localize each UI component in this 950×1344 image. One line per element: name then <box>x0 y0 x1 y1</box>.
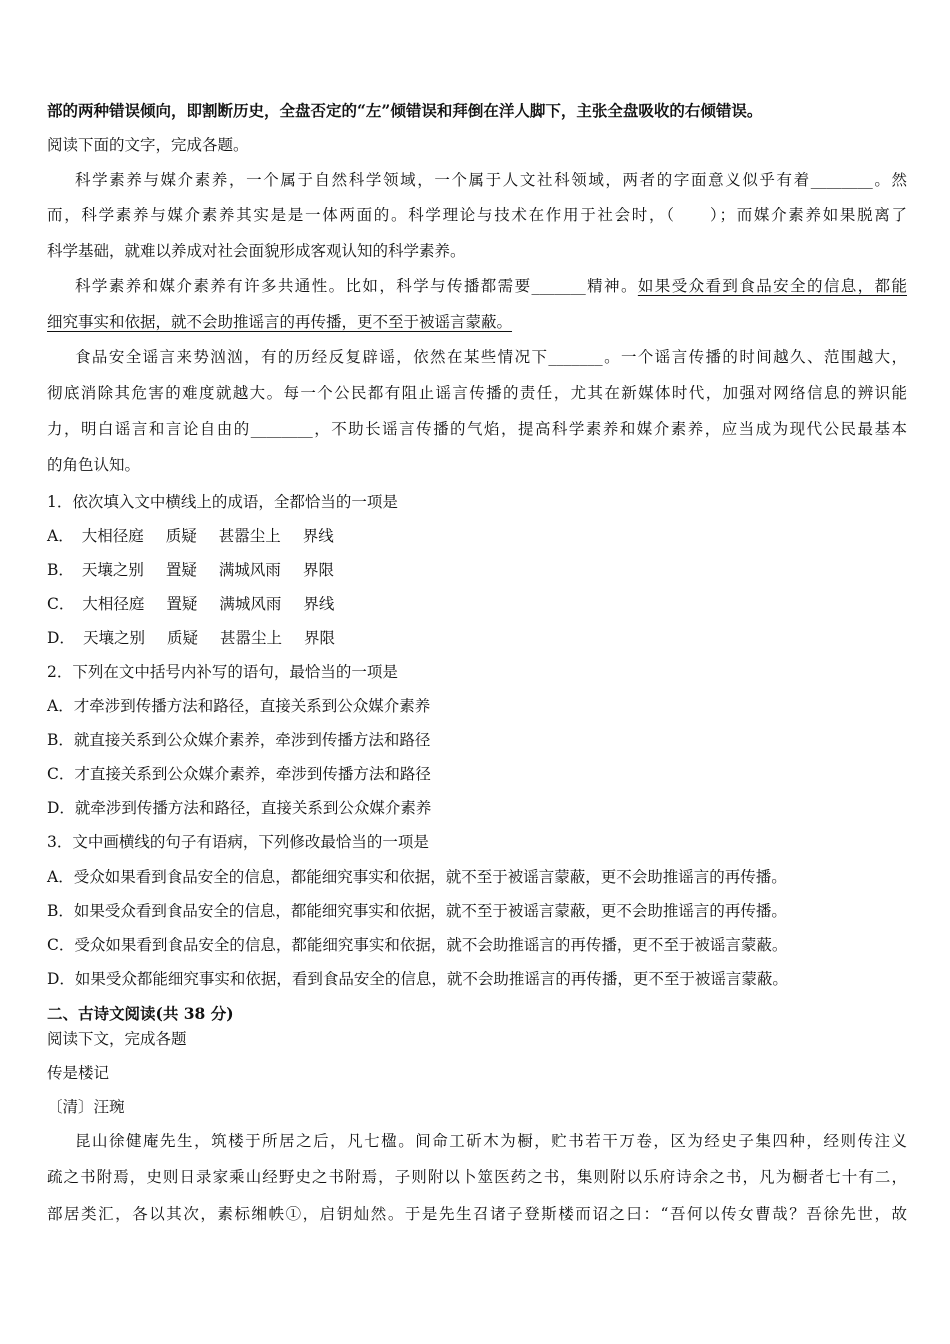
q2-option-c: C．才直接关系到公众媒介素养，牵涉到传播方法和路径 <box>47 765 431 783</box>
q3-option-a: A．受众如果看到食品安全的信息，都能细究事实和依据，就不至于被谣言蒙蔽，更不会助推谣言的再传播。 <box>47 868 787 886</box>
passage-p2-line2 <box>47 311 907 333</box>
option-word: 大相径庭 <box>81 527 144 545</box>
instruction-line: 阅读下面的文字，完成各题。 <box>47 136 249 154</box>
option-word: 满城风雨 <box>219 595 282 613</box>
passage-p2-plain: 科学素养和媒介素养有许多共通性。比如，科学与传播都需要_______精神。 <box>75 277 638 295</box>
option-word: 质疑 <box>166 629 198 647</box>
option-word: 满城风雨 <box>218 561 281 579</box>
passage-p1-line1: 科学素养与媒介素养，一个属于自然科学领域，一个属于人文社科领域，两者的字面意义似乎有着________。然 <box>75 171 907 189</box>
intro-bold-line: 部的两种错误倾向，即割断历史，全盘否定的“左”倾错误和拜倒在洋人脚下，主张全盘吸收的右倾错误。 <box>47 101 763 120</box>
q3-option-c: C．受众如果看到食品安全的信息，都能细究事实和依据，就不会助推谣言的再传播，更不至于被谣言蒙蔽。 <box>47 936 788 954</box>
q3-stem: 3．文中画横线的句子有语病，下列修改最恰当的一项是 <box>47 833 429 851</box>
passage-p1-line3: 科学基础，就难以养成对社会面貌形成客观认知的科学素养。 <box>47 242 466 260</box>
section2-title: 传是楼记 <box>47 1064 110 1082</box>
q2-stem: 2．下列在文中括号内补写的语句，最恰当的一项是 <box>47 663 398 681</box>
option-word: 甚嚣尘上 <box>218 527 281 545</box>
q1-option-a <box>47 525 907 547</box>
option-word: 大相径庭 <box>82 595 145 613</box>
option-word: 界线 <box>303 595 335 613</box>
q1-stem: 1．依次填入文中横线上的成语，全都恰当的一项是 <box>47 493 398 511</box>
option-letter: B． <box>47 561 74 579</box>
passage-p1-line2: 而，科学素养与媒介素养其实是是一体两面的。科学理论与技术在作用于社会时，（ ）；而媒介素养如果脱离了 <box>47 206 907 224</box>
option-word: 置疑 <box>165 561 197 579</box>
classical-text-line2: 疏之书附焉，史则日录家乘山经野史之书附焉，子则附以卜筮医药之书，集则附以乐府诗余之书，凡为橱者七十有二， <box>47 1168 907 1186</box>
passage-p3-line3: 力，明白谣言和言论自由的________，不助长谣言传播的气焰，提高科学素养和媒介素养，应当成为现代公民最基本 <box>47 420 907 438</box>
passage-p3-line4: 的角色认知。 <box>47 456 141 474</box>
classical-text-line3: 部居类汇，各以其次，素标缃帙①，启钥灿然。于是先生召诸子登斯楼而诏之曰：“吾何以传女曹哉？吾徐先世，故 <box>47 1205 907 1223</box>
q1-option-d <box>47 627 907 649</box>
passage-p3-line2: 彻底消除其危害的难度就越大。每一个公民都有阻止谣言传播的责任，尤其在新媒体时代，加强对网络信息的辨识能 <box>47 384 907 402</box>
section2-heading: 二、古诗文阅读(共 38 分) <box>47 1004 234 1023</box>
q3-option-b: B．如果受众看到食品安全的信息，都能细究事实和依据，就不至于被谣言蒙蔽，更不会助推谣言的再传播。 <box>47 902 787 920</box>
q2-option-d: D．就牵涉到传播方法和路径，直接关系到公众媒介素养 <box>47 799 432 817</box>
q3-option-d: D．如果受众都能细究事实和依据，看到食品安全的信息，就不会助推谣言的再传播，更不至于被谣言蒙蔽。 <box>47 970 788 988</box>
q1-option-b <box>47 559 907 581</box>
option-word: 天壤之别 <box>81 561 144 579</box>
option-letter: D． <box>47 629 75 647</box>
q1-option-c <box>47 593 907 615</box>
q2-option-b: B．就直接关系到公众媒介素养，牵涉到传播方法和路径 <box>47 731 431 749</box>
option-word: 界线 <box>302 527 334 545</box>
passage-p3-line1: 食品安全谣言来势汹汹，有的历经反复辟谣，依然在某些情况下_______。一个谣言传播的时间越久、范围越大， <box>75 348 907 366</box>
option-word: 质疑 <box>165 527 197 545</box>
underlined-sentence-part2: 细究事实和依据，就不会助推谣言的再传播，更不至于被谣言蒙蔽。 <box>47 313 513 331</box>
q2-option-a: A．才牵涉到传播方法和路径，直接关系到公众媒介素养 <box>47 697 431 715</box>
section2-instruction: 阅读下文，完成各题 <box>47 1030 187 1048</box>
passage-p2-line1 <box>75 275 907 297</box>
section2-author: 〔清〕汪琬 <box>47 1098 125 1116</box>
classical-text-line1: 昆山徐健庵先生，筑楼于所居之后，凡七楹。间命工斫木为橱，贮书若干万卷，区为经史子集四种，经则传注义 <box>75 1132 907 1150</box>
option-word: 界限 <box>302 561 334 579</box>
option-word: 置疑 <box>166 595 198 613</box>
option-word: 天壤之别 <box>82 629 145 647</box>
underlined-sentence-part1: 如果受众看到食品安全的信息，都能 <box>637 277 907 295</box>
option-word: 界限 <box>303 629 335 647</box>
option-letter: A． <box>47 527 74 545</box>
option-word: 甚嚣尘上 <box>219 629 282 647</box>
option-letter: C． <box>47 595 75 613</box>
